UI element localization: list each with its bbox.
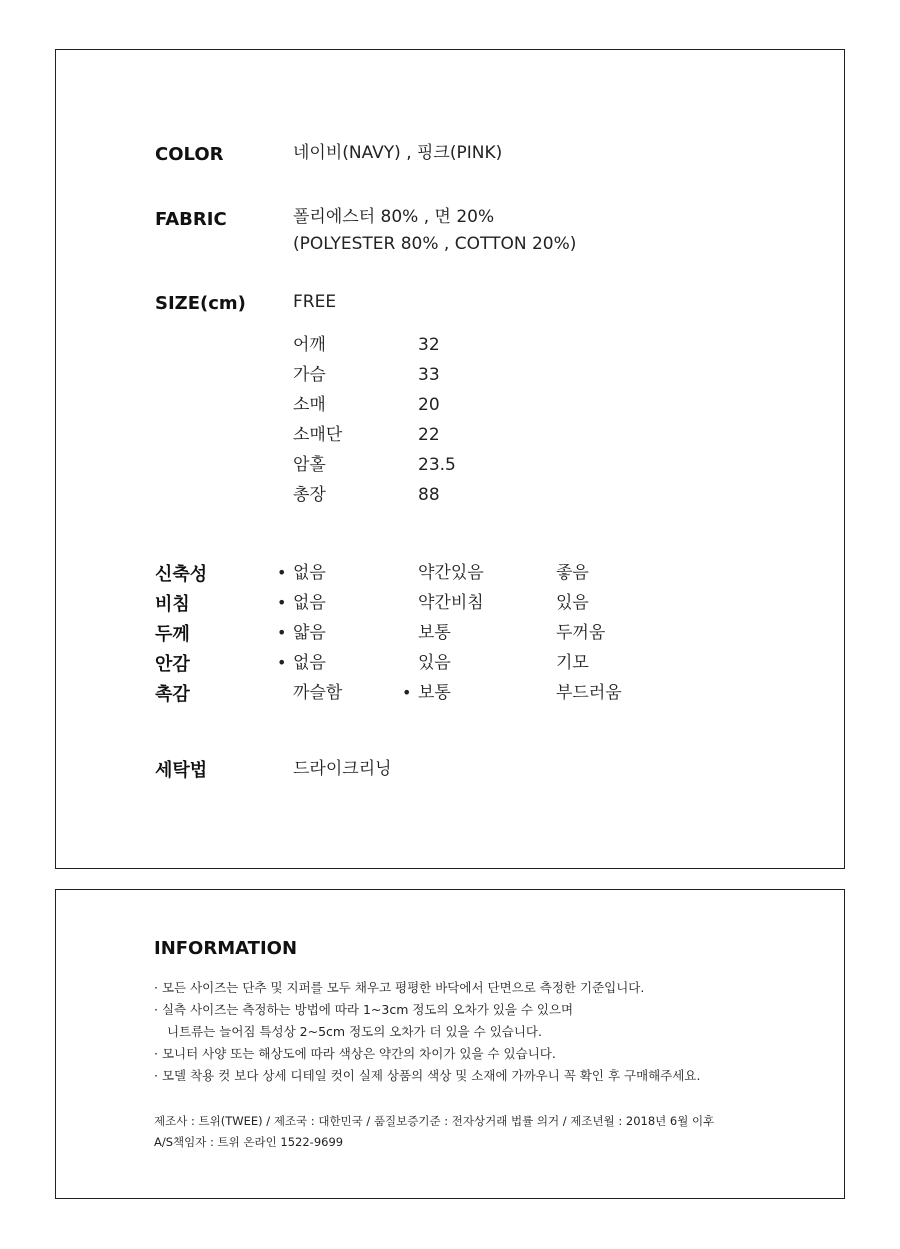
size-value: 23.5 [418,455,456,475]
attribute-option: 부드러움 [556,683,622,703]
attribute-label: 촉감 [155,684,190,705]
information-note: · 모니터 사양 또는 해상도에 따라 색상은 약간의 차이가 있을 수 있습니다. [154,1046,556,1061]
attribute-option: 보통 [418,623,451,643]
attribute-option-selected: • 얇음 [293,625,326,642]
attribute-option: 있음 [556,593,589,613]
size-type: FREE [293,292,337,312]
attribute-label: 비침 [155,594,190,615]
attribute-option-selected: • 없음 [293,655,326,672]
information-note: 니트류는 늘어짐 특성상 2~5cm 정도의 오차가 더 있을 수 있습니다. [167,1024,542,1039]
attribute-label: 안감 [155,654,190,675]
washing-label: 세탁법 [155,760,208,781]
attribute-option: 기모 [556,653,589,673]
as-contact-info: A/S책임자 : 트위 온라인 1522-9699 [154,1135,344,1149]
size-part: 가슴 [293,365,326,385]
attribute-option: 두꺼움 [556,623,606,643]
attribute-option-selected: • 보통 [418,685,451,702]
fabric-label: FABRIC [155,209,227,230]
fabric-value-korean: 폴리에스터 80% , 면 20% [293,207,495,227]
size-value: 22 [418,425,440,445]
size-label: SIZE(cm) [155,293,246,314]
information-note: · 실측 사이즈는 측정하는 방법에 따라 1~3cm 정도의 오차가 있을 수 있으며 [154,1002,574,1017]
attribute-option-selected: • 없음 [293,595,326,612]
attribute-option: 좋음 [556,563,589,583]
size-value: 88 [418,485,440,505]
size-part: 어깨 [293,335,326,355]
fabric-value-english: (POLYESTER 80% , COTTON 20%) [293,234,577,254]
color-value: 네이비(NAVY) , 핑크(PINK) [293,143,503,163]
attribute-option: 약간비침 [418,593,484,613]
attribute-label: 두께 [155,624,190,645]
size-part: 소매단 [293,425,343,445]
attribute-option: 있음 [418,653,451,673]
size-value: 33 [418,365,440,385]
information-note: · 모든 사이즈는 단추 및 지퍼를 모두 채우고 평평한 바닥에서 단면으로 측정한 기준입니다. [154,980,645,995]
information-note: · 모델 착용 컷 보다 상세 디테일 컷이 실제 상품의 색상 및 소재에 가까우니 꼭 확인 후 구매해주세요. [154,1068,701,1083]
size-value: 20 [418,395,440,415]
size-part: 소매 [293,395,326,415]
size-value: 32 [418,335,440,355]
attribute-option: 까슬함 [293,683,343,703]
attribute-option: 약간있음 [418,563,484,583]
washing-value: 드라이크리닝 [293,759,392,779]
attribute-label: 신축성 [155,564,208,585]
size-part: 총장 [293,485,326,505]
attribute-option-selected: • 없음 [293,565,326,582]
information-panel [55,889,845,1199]
information-title: INFORMATION [154,938,298,959]
manufacturer-info: 제조사 : 트위(TWEE) / 제조국 : 대한민국 / 품질보증기준 : 전자상거래 법률 의거 / 제조년월 : 2018년 6월 이후 [154,1114,715,1128]
color-label: COLOR [155,144,224,165]
size-part: 암홀 [293,455,326,475]
